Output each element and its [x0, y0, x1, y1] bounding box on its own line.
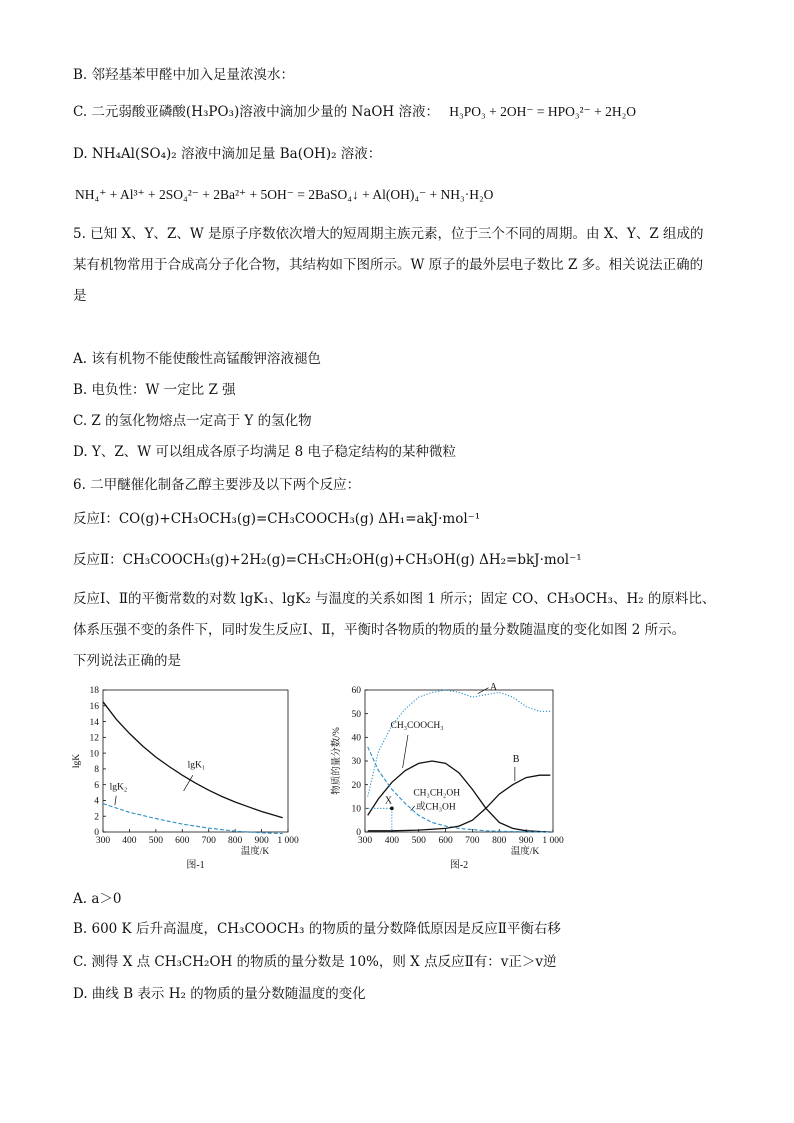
series-label-methanol: 或CH₃OH — [416, 802, 456, 813]
series-label-leader — [115, 796, 116, 805]
q5-stem-line-1: 5. 已知 X、Y、Z、W 是原子序数依次增大的短周期主族元素，位于三个不同的周期。由 X、Y、Z 组成的 — [73, 226, 704, 242]
q4-option-c — [73, 103, 636, 121]
y-tick-label: 40 — [351, 733, 361, 744]
x-tick-label: 400 — [384, 836, 399, 846]
y-tick-label: 10 — [351, 804, 361, 815]
q5-option-d: D. Y、Z、W 可以组成各原子均满足 8 电子稳定结构的某种微粒 — [73, 444, 457, 460]
series-label-ch3cooch3: CH₃COOCH₃ — [390, 720, 444, 731]
figure-caption: 图-2 — [449, 860, 469, 871]
series-label-lgk2: lgK₂ — [109, 782, 128, 793]
series-line-1 — [103, 804, 283, 834]
y-tick-label: 30 — [351, 757, 361, 768]
x-tick-label: 700 — [465, 836, 480, 846]
y-tick-label: 0 — [94, 828, 99, 839]
q5-option-a: A. 该有机物不能使酸性高锰酸钾溶液褪色 — [73, 351, 321, 367]
q6-description-line-3: 下列说法正确的是 — [73, 653, 181, 669]
x-tick-label: 600 — [438, 836, 453, 846]
x-tick-label: 600 — [175, 836, 190, 846]
x-tick-label: 500 — [148, 836, 163, 846]
x-tick-label: 800 — [492, 836, 507, 846]
x-tick-label: 1 000 — [542, 836, 564, 846]
figure-1-chart — [70, 680, 320, 875]
y-tick-label: 10 — [89, 749, 99, 760]
q6-option-b: B. 600 K 后升高温度，CH₃COOCH₃ 的物质的量分数降低原因是反应Ⅱ平衡右移 — [73, 921, 561, 937]
plot-frame — [365, 690, 553, 832]
figure-caption: 图-1 — [186, 860, 205, 871]
q6-stem: 6. 二甲醚催化制备乙醇主要涉及以下两个反应： — [73, 477, 361, 493]
y-axis-label: lgK — [72, 753, 82, 769]
series-label-a: A — [489, 682, 498, 693]
series-label-lgk1: lgK₁ — [187, 760, 206, 771]
x-tick-label: 300 — [357, 836, 373, 846]
q6-description-line-2: 体系压强不变的条件下，同时发生反应Ⅰ、Ⅱ，平衡时各物质的物质的量分数随温度的变化如图 2 所示。 — [73, 622, 686, 638]
y-tick-label: 8 — [94, 765, 99, 776]
x-tick-label: 700 — [201, 836, 216, 846]
y-tick-label: 16 — [89, 701, 99, 712]
series-label-leader — [478, 688, 489, 694]
q5-stem-line-2: 某有机物常用于合成高分子化合物，其结构如下图所示。W 原子的最外层电子数比 Z 多。相关说法正确的 — [73, 257, 704, 273]
q4-option-d: D. NH₄Al(SO₄)₂ 溶液中滴加足量 Ba(OH)₂ 溶液： — [73, 146, 382, 162]
series-label-leader — [403, 735, 408, 768]
y-tick-label: 12 — [89, 733, 99, 744]
y-tick-label: 14 — [89, 717, 99, 728]
y-tick-label: 6 — [94, 780, 99, 791]
x-tick-label: 300 — [95, 836, 111, 846]
q4-option-b: B. 邻羟基苯甲醛中加入足量浓溴水： — [73, 67, 295, 83]
q4-option-c-text: C. 二元弱酸亚磷酸(H₃PO₃)溶液中滴加少量的 NaOH 溶液： — [73, 104, 439, 120]
q5-stem-line-3: 是 — [73, 288, 87, 304]
y-axis-label: 物质的量分数/% — [332, 727, 342, 795]
x-tick-label: 400 — [122, 836, 137, 846]
y-tick-label: 18 — [89, 686, 99, 697]
q6-reaction-2: 反应Ⅱ：CH₃COOCH₃(g)+2H₂(g)=CH₃CH₂OH(g)+CH₃OH(g) ΔH₂=bkJ·mol⁻¹ — [73, 552, 582, 568]
q5-option-b: B. 电负性：W 一定比 Z 强 — [73, 382, 236, 398]
q4-option-c-equation: H₃PO₃ + 2OH⁻ = HPO₃²⁻ + 2H₂O — [449, 104, 637, 119]
series-label-b: B — [512, 754, 520, 766]
series-line-0 — [368, 690, 551, 797]
q6-option-c: C. 测得 X 点 CH₃CH₂OH 的物质的量分数是 10%，则 X 点反应Ⅱ有：v正＞v逆 — [73, 954, 557, 970]
y-tick-label: 4 — [94, 796, 99, 807]
q4-option-d-equation: NH₄⁺ + Al³⁺ + 2SO₄²⁻ + 2Ba²⁺ + 5OH⁻ = 2BaSO₄↓ + Al(OH)₄⁻ + NH₃·H₂O — [75, 187, 494, 202]
q6-reaction-1: 反应Ⅰ：CO(g)+CH₃OCH₃(g)=CH₃COOCH₃(g) ΔH₁=akJ·mol⁻¹ — [73, 511, 481, 527]
y-tick-label: 60 — [351, 686, 361, 697]
x-axis-label: 温度/K — [510, 847, 540, 857]
q5-option-c: C. Z 的氢化物熔点一定高于 Y 的氢化物 — [73, 413, 312, 429]
x-tick-label: 1 000 — [277, 836, 299, 846]
series-line-3 — [368, 775, 551, 831]
y-tick-label: 0 — [356, 828, 361, 839]
figure-2-chart — [330, 680, 575, 875]
y-tick-label: 50 — [351, 709, 361, 720]
y-tick-label: 20 — [351, 780, 361, 791]
point-x-marker — [390, 807, 394, 811]
x-tick-label: 900 — [519, 836, 534, 846]
x-tick-label: 900 — [254, 836, 269, 846]
y-tick-label: 2 — [94, 812, 99, 823]
point-x-label: X — [384, 795, 393, 807]
x-tick-label: 500 — [411, 836, 426, 846]
series-label-ethanol: CH₃CH₂OH — [413, 788, 461, 799]
x-axis-label: 温度/K — [240, 847, 270, 857]
q6-option-d: D. 曲线 B 表示 H₂ 的物质的量分数随温度的变化 — [73, 986, 366, 1002]
q6-option-a: A. a＞0 — [73, 891, 122, 907]
q6-description-line-1: 反应Ⅰ、Ⅱ的平衡常数的对数 lgK₁、lgK₂ 与温度的关系如图 1 所示；固定 CO、CH₃OCH₃、H₂ 的原料比、 — [73, 591, 716, 607]
x-tick-label: 800 — [228, 836, 243, 846]
